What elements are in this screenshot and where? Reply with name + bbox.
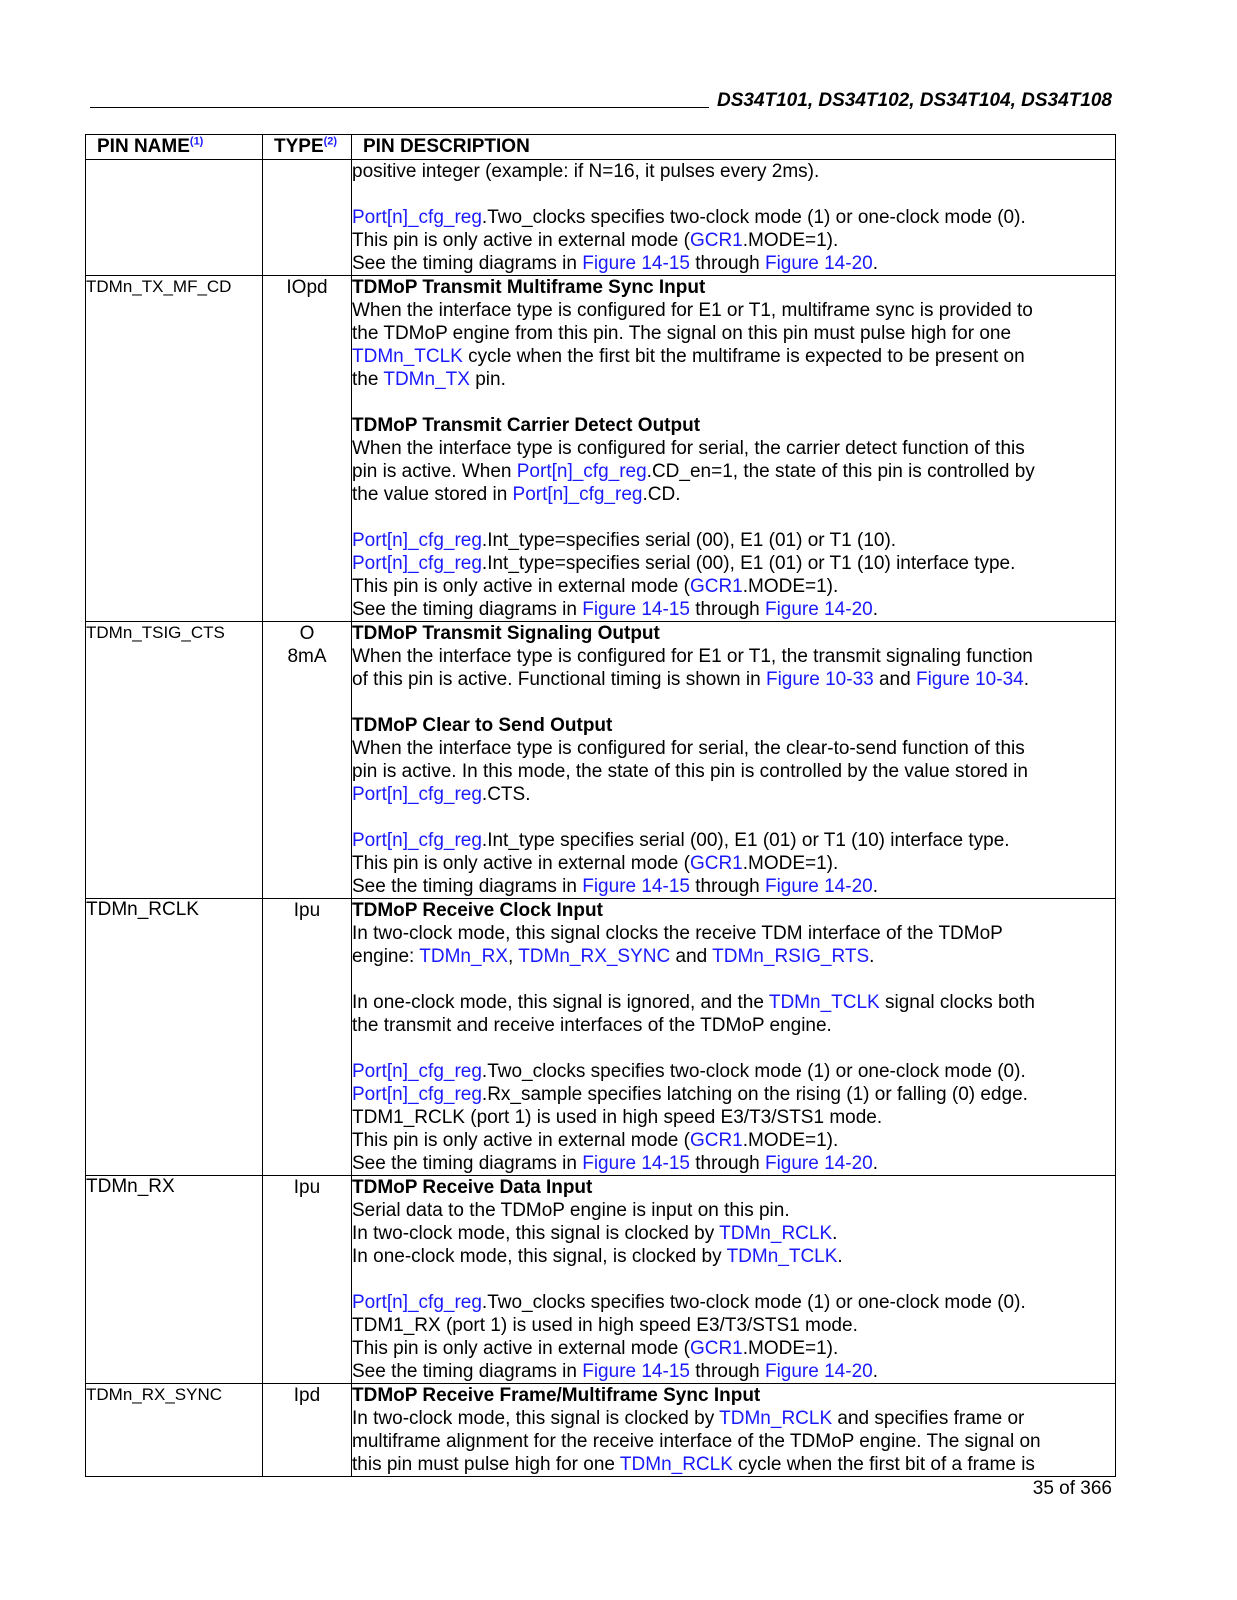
section-heading: TDMoP Transmit Signaling Output [352,623,660,644]
section-heading: TDMoP Receive Data Input [352,1177,593,1198]
pin-name-cell: TDMn_RX [86,1176,263,1384]
section-heading: TDMoP Receive Frame/Multiframe Sync Input [352,1385,761,1406]
table-row [86,1176,1116,1384]
link-port-cfg-reg[interactable]: Port[n]_cfg_reg [352,1084,482,1105]
link-figure-10-34[interactable]: Figure 10-34 [915,669,1024,690]
link-tdmn-rclk[interactable]: TDMn_RCLK [619,1454,733,1475]
link-port-cfg-reg[interactable]: Port[n]_cfg_reg [516,461,647,482]
table-row [86,899,1116,1176]
link-figure-10-33[interactable]: Figure 10-33 [765,669,874,690]
table-row [86,622,1116,899]
link-figure-14-20[interactable]: Figure 14-20 [764,1361,873,1382]
section-heading: TDMoP Clear to Send Output [352,715,613,736]
link-gcr1[interactable]: GCR1 [689,576,743,597]
table-row [86,1384,1116,1477]
pin-type-cell [263,160,352,276]
pin-type-cell: IOpd [263,276,352,622]
link-figure-14-15[interactable]: Figure 14-15 [582,253,690,274]
column-header-pin-name: PIN NAME$^{(1)}$ [86,135,263,160]
link-figure-14-20[interactable]: Figure 14-20 [764,253,873,274]
link-port-cfg-reg[interactable]: Port[n]_cfg_reg [352,553,482,574]
link-tdmn-rclk[interactable]: TDMn_RCLK [719,1408,833,1429]
link-tdmn-tclk[interactable]: TDMn_TCLK [768,992,880,1013]
page-header [90,90,1112,112]
pin-description-cell: TDMoP Transmit Multiframe Sync Input When the interface type is configured for E1 or T1, multiframe sync is provided to the TDMoP engine from this pin. The signal on this pin must pulse high for one TDMn_TCLK cycle when the first bit the multiframe is expected to be present on the TDMn_TX pin. TDMoP Transmit Carrier Detect Output When the interface type is configured for serial, the carrier detect function of this pin is active. When Port[n]_cfg_reg.CD_en=1, the state of this pin is controlled by the value stored in Port[n]_cfg_reg.CD. Port[n]_cfg_reg.Int_type=specifies serial (00), E1 (01) or T1 (10). Port[n]_cfg_reg.Int_type=specifies serial (00), E1 (01) or T1 (10) interface type. This pin is only active in external mode (GCR1.MODE=1). See the timing diagrams in Figure 14-15 through Figure 14-20. [352,276,1116,622]
section-heading: TDMoP Transmit Carrier Detect Output [352,415,701,436]
table-row [86,276,1116,622]
link-port-cfg-reg[interactable]: Port[n]_cfg_reg [512,484,643,505]
link-tdmn-tx[interactable]: TDMn_TX [383,369,470,390]
pin-name-cell: TDMn_RCLK [86,899,263,1176]
document-title: DS34T101, DS34T102, DS34T104, DS34T108 [716,90,1112,111]
link-gcr1[interactable]: GCR1 [689,853,743,874]
link-gcr1[interactable]: GCR1 [689,230,743,251]
footnote-ref-2[interactable]: (2) [323,135,338,148]
link-port-cfg-reg[interactable]: Port[n]_cfg_reg [352,1061,482,1082]
link-figure-14-15[interactable]: Figure 14-15 [582,876,690,897]
pin-description-table [85,134,1116,1477]
link-port-cfg-reg[interactable]: Port[n]_cfg_reg [352,207,482,228]
pin-name-cell: TDMn_TX_MF_CD [86,276,263,622]
link-figure-14-15[interactable]: Figure 14-15 [582,1153,690,1174]
link-tdmn-rx[interactable]: TDMn_RX [419,946,508,967]
link-port-cfg-reg[interactable]: Port[n]_cfg_reg [352,1292,482,1313]
link-tdmn-rsig-rts[interactable]: TDMn_RSIG_RTS [712,946,870,967]
pin-description-cell: TDMoP Receive Data Input Serial data to the TDMoP engine is input on this pin. In two-clock mode, this signal is clocked by TDMn_RCLK. In one-clock mode, this signal, is clocked by TDMn_TCLK. Port[n]_cfg_reg.Two_clocks specifies two-clock mode (1) or one-clock mode (0). TDM1_RX (port 1) is used in high speed E3/T3/STS1 mode. This pin is only active in external mode (GCR1.MODE=1). See the timing diagrams in Figure 14-15 through Figure 14-20. [352,1176,1116,1384]
pin-name-cell: TDMn_RX_SYNC [86,1384,263,1477]
pin-name-cell: TDMn_TSIG_CTS [86,622,263,899]
link-figure-14-15[interactable]: Figure 14-15 [582,1361,690,1382]
footnote-ref-1[interactable]: (1) [189,135,204,148]
link-port-cfg-reg[interactable]: Port[n]_cfg_reg [352,530,482,551]
link-tdmn-rx-sync[interactable]: TDMn_RX_SYNC [518,946,671,967]
header-rule [90,107,709,108]
pin-type-cell: O 8mA [263,622,352,899]
link-figure-14-15[interactable]: Figure 14-15 [582,599,690,620]
column-header-type: TYPE$^{(2)}$ [263,135,352,160]
link-figure-14-20[interactable]: Figure 14-20 [764,599,873,620]
link-tdmn-rclk[interactable]: TDMn_RCLK [719,1223,833,1244]
link-gcr1[interactable]: GCR1 [689,1130,743,1151]
link-gcr1[interactable]: GCR1 [689,1338,743,1359]
pin-description-cell: TDMoP Receive Frame/Multiframe Sync Input In two-clock mode, this signal is clocked by TDMn_RCLK and specifies frame or multiframe alignment for the receive interface of the TDMoP engine. The signal on this pin must pulse high for one TDMn_RCLK cycle when the first bit of a frame is [352,1384,1116,1477]
pin-description-cell: TDMoP Transmit Signaling Output When the interface type is configured for E1 or T1, the transmit signaling function of this pin is active. Functional timing is shown in Figure 10-33 and Figure 10-34. TDMoP Clear to Send Output When the interface type is configured for serial, the clear-to-send function of this pin is active. In this mode, the state of this pin is controlled by the value stored in Port[n]_cfg_reg.CTS. Port[n]_cfg_reg.Int_type specifies serial (00), E1 (01) or T1 (10) interface type. This pin is only active in external mode (GCR1.MODE=1). See the timing diagrams in Figure 14-15 through Figure 14-20. [352,622,1116,899]
pin-description-cell: positive integer (example: if N=16, it pulses every 2ms). Port[n]_cfg_reg.Two_clocks specifies two-clock mode (1) or one-clock mode (0). This pin is only active in external mode (GCR1.MODE=1). See the timing diagrams in Figure 14-15 through Figure 14-20. [352,160,1116,276]
pin-type-cell: Ipd [263,1384,352,1477]
pin-description-cell: TDMoP Receive Clock Input In two-clock mode, this signal clocks the receive TDM interface of the TDMoP engine: TDMn_RX, TDMn_RX_SYNC and TDMn_RSIG_RTS. In one-clock mode, this signal is ignored, and the TDMn_TCLK signal clocks both the transmit and receive interfaces of the TDMoP engine. Port[n]_cfg_reg.Two_clocks specifies two-clock mode (1) or one-clock mode (0). Port[n]_cfg_reg.Rx_sample specifies latching on the rising (1) or falling (0) edge. TDM1_RCLK (port 1) is used in high speed E3/T3/STS1 mode. This pin is only active in external mode (GCR1.MODE=1). See the timing diagrams in Figure 14-15 through Figure 14-20. [352,899,1116,1176]
link-figure-14-20[interactable]: Figure 14-20 [764,1153,873,1174]
table-header-row [86,135,1116,160]
pin-type-cell: Ipu [263,1176,352,1384]
section-heading: TDMoP Transmit Multiframe Sync Input [352,277,706,298]
link-tdmn-tclk[interactable]: TDMn_TCLK [352,346,463,367]
page-number: 35 of 366 [1032,1478,1112,1499]
pin-type-cell: Ipu [263,899,352,1176]
table-row [86,160,1116,276]
section-heading: TDMoP Receive Clock Input [352,900,603,921]
link-port-cfg-reg[interactable]: Port[n]_cfg_reg [352,784,482,805]
column-header-description: PIN DESCRIPTION [352,135,1116,160]
pin-name-cell [86,160,263,276]
link-port-cfg-reg[interactable]: Port[n]_cfg_reg [352,830,482,851]
link-figure-14-20[interactable]: Figure 14-20 [764,876,873,897]
link-tdmn-tclk[interactable]: TDMn_TCLK [726,1246,838,1267]
